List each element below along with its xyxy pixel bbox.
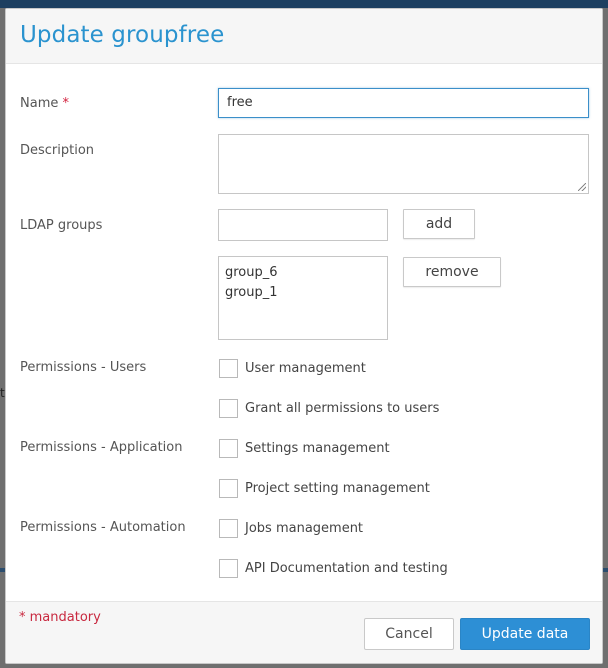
jobs-management-option[interactable] <box>219 518 363 538</box>
backdrop-text: t <box>0 386 5 400</box>
update-group-dialog <box>5 8 603 664</box>
dialog-footer <box>6 601 602 663</box>
backdrop-header <box>0 0 608 8</box>
checkbox-label[interactable]: User management <box>245 360 366 376</box>
checkbox-label[interactable]: Jobs management <box>245 520 364 536</box>
list-item[interactable]: group_6 <box>225 265 278 280</box>
project-setting-management-option[interactable] <box>219 478 430 498</box>
project-setting-management-checkbox[interactable] <box>219 479 238 498</box>
jobs-management-checkbox[interactable] <box>219 519 238 538</box>
update-data-button[interactable]: Update data <box>460 618 590 650</box>
description-label: Description <box>20 143 95 158</box>
dialog-header <box>6 9 602 64</box>
user-management-option[interactable] <box>219 358 366 378</box>
checkbox-label[interactable]: Project setting management <box>245 480 430 496</box>
cancel-button[interactable]: Cancel <box>364 618 454 650</box>
permissions-automation-label: Permissions - Automation <box>20 520 186 535</box>
user-management-checkbox[interactable] <box>219 359 238 378</box>
required-asterisk: * <box>62 96 69 111</box>
api-documentation-checkbox[interactable] <box>219 559 238 578</box>
checkbox-label[interactable]: API Documentation and testing <box>245 560 448 576</box>
checkbox-label[interactable]: Settings management <box>245 440 390 456</box>
checkbox-label[interactable]: Grant all permissions to users <box>245 400 440 416</box>
add-ldap-group-button[interactable]: add <box>403 209 475 239</box>
resize-grip-icon[interactable] <box>578 183 586 191</box>
grant-all-permissions-checkbox[interactable] <box>219 399 238 418</box>
ldap-groups-list[interactable] <box>218 256 388 340</box>
ldap-group-input[interactable] <box>218 209 388 241</box>
settings-management-checkbox[interactable] <box>219 439 238 458</box>
api-documentation-option[interactable] <box>219 558 448 578</box>
settings-management-option[interactable] <box>219 438 390 458</box>
name-input[interactable]: free <box>218 88 589 118</box>
name-label: Name * <box>20 96 69 111</box>
remove-ldap-group-button[interactable]: remove <box>403 257 501 287</box>
dialog-title: Update groupfree <box>20 22 225 48</box>
mandatory-note: * mandatory <box>19 610 101 625</box>
ldap-groups-label: LDAP groups <box>20 218 103 233</box>
permissions-application-label: Permissions - Application <box>20 440 183 455</box>
grant-all-permissions-option[interactable] <box>219 398 439 418</box>
permissions-users-label: Permissions - Users <box>20 360 147 375</box>
description-textarea[interactable] <box>218 134 589 194</box>
list-item[interactable]: group_1 <box>225 285 278 300</box>
